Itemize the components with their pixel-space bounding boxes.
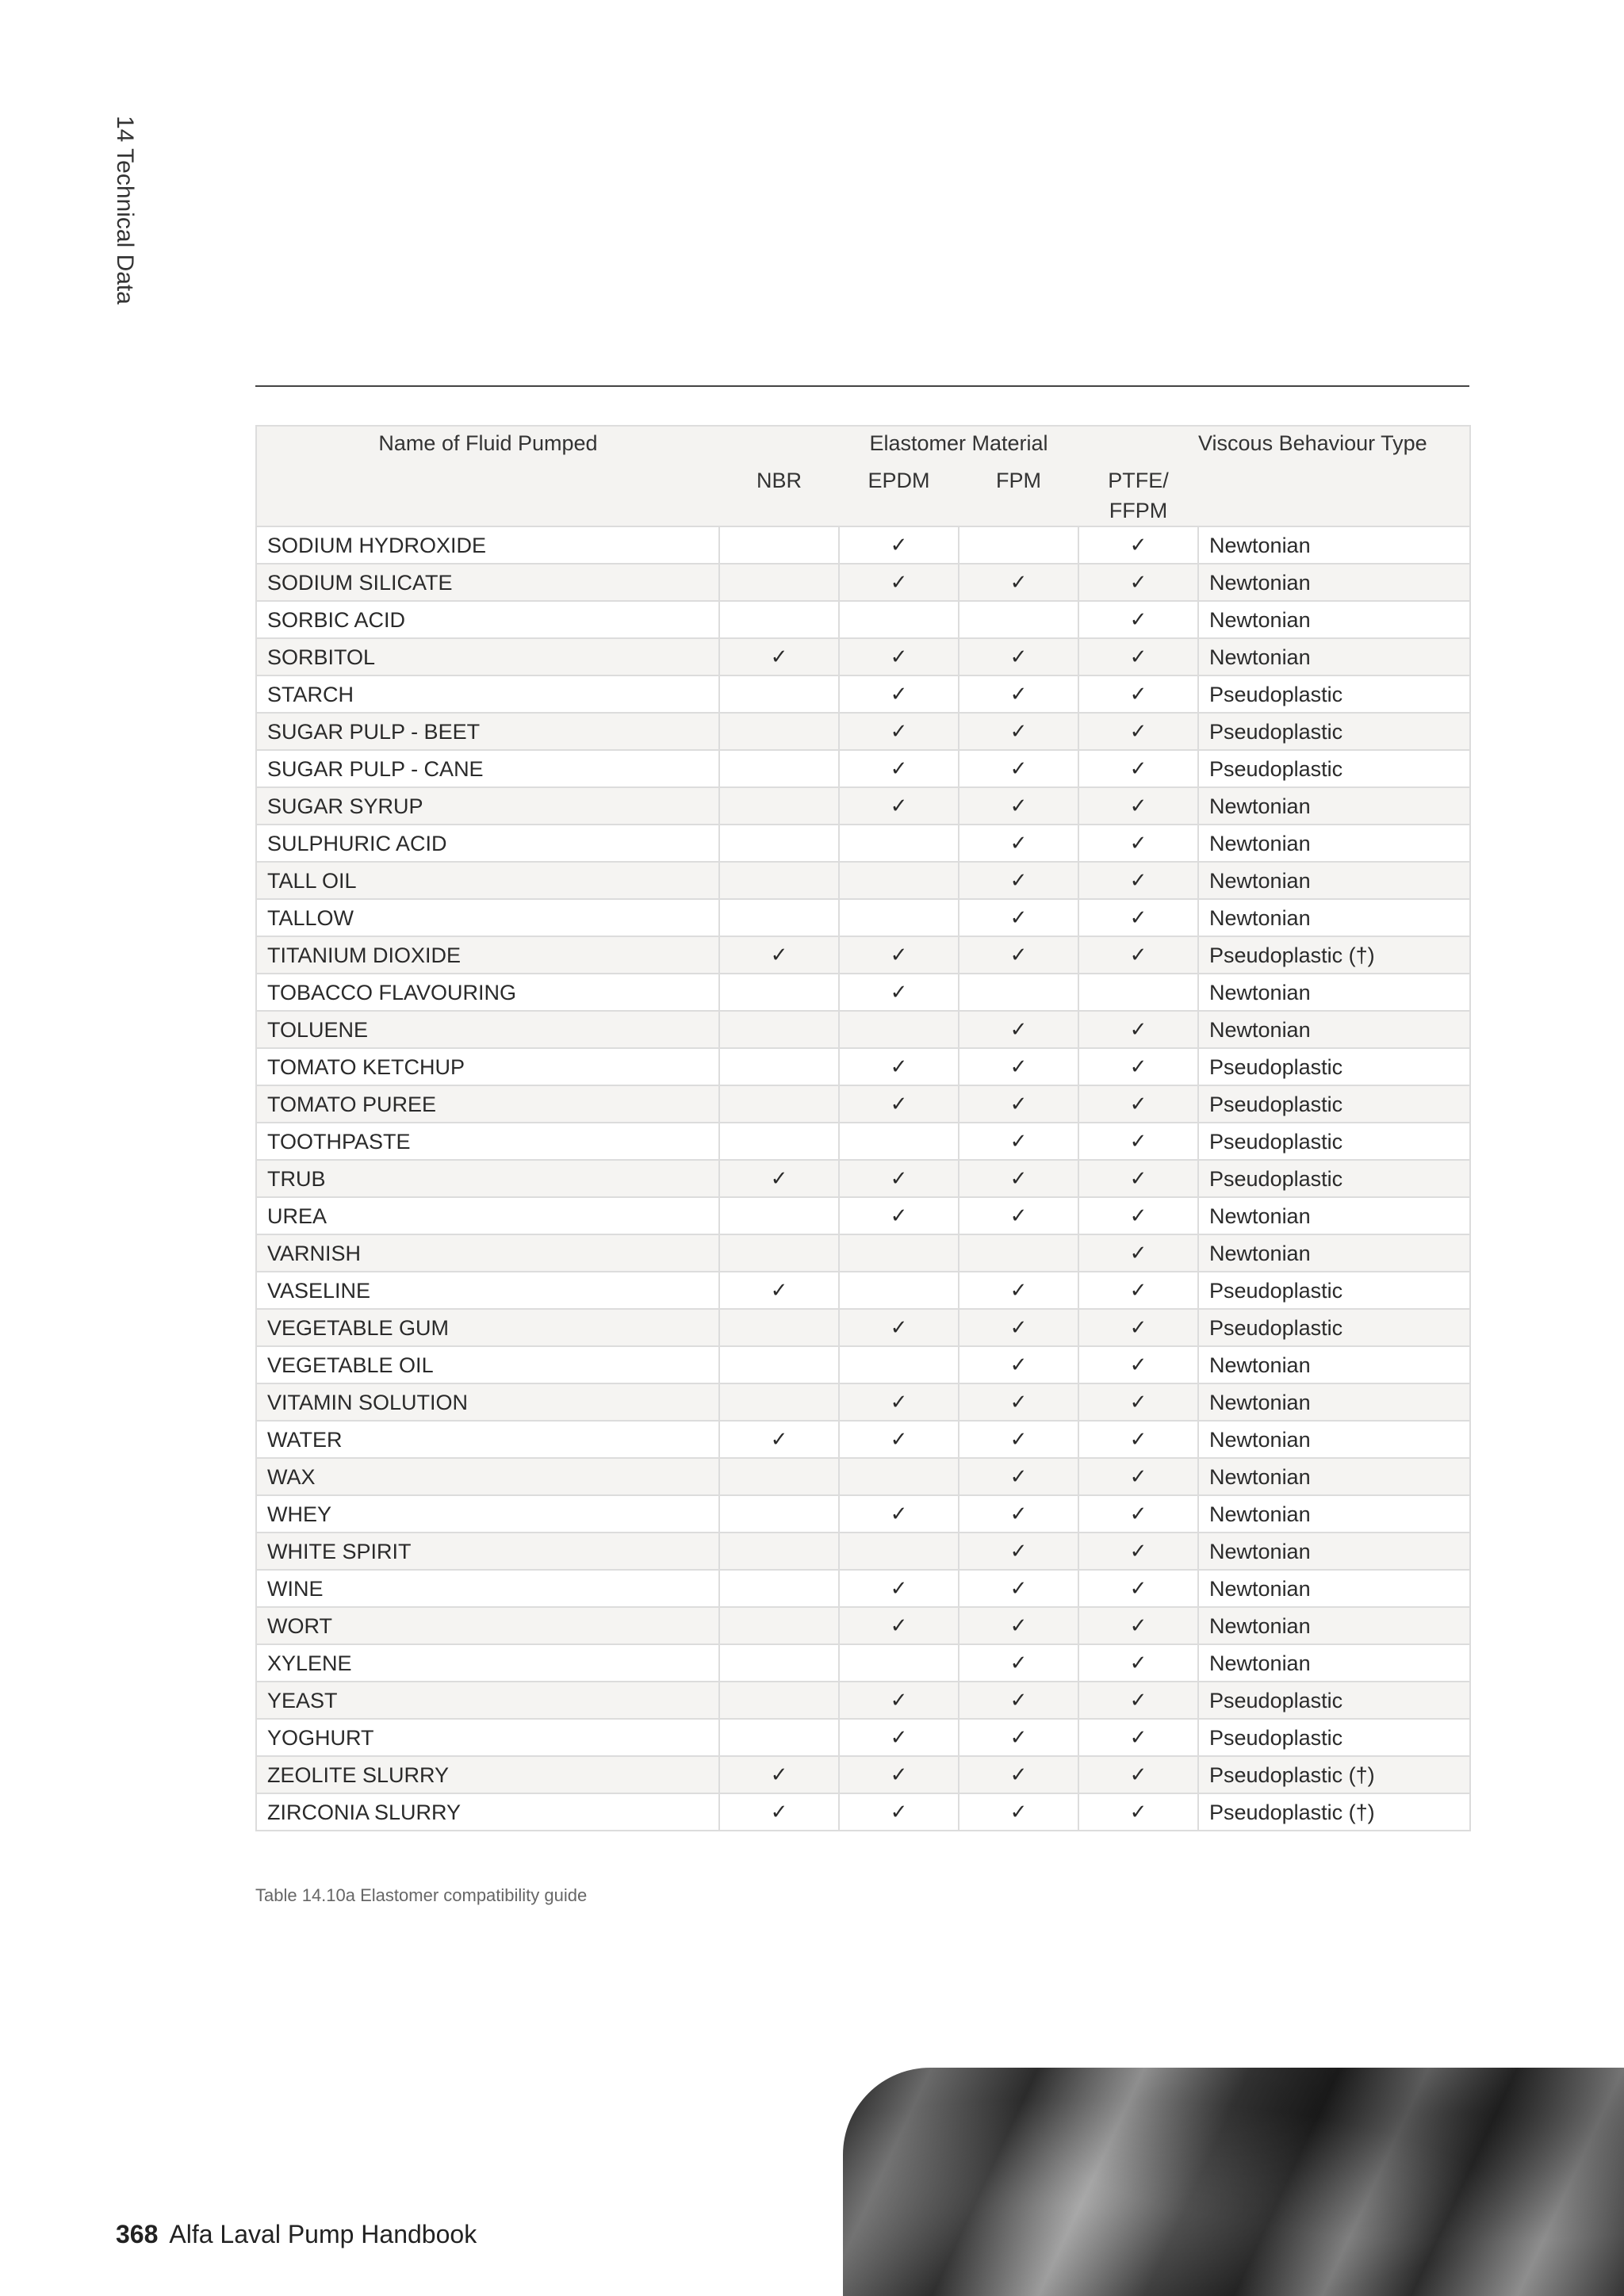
check-icon: ✓: [839, 1085, 959, 1123]
empty-cell: [719, 564, 839, 601]
viscous-type-cell: Pseudoplastic: [1198, 750, 1470, 787]
fluid-name-cell: TOLUENE: [256, 1011, 719, 1048]
empty-cell: [719, 1234, 839, 1272]
check-icon: ✓: [839, 1719, 959, 1756]
viscous-type-cell: Pseudoplastic: [1198, 675, 1470, 713]
viscous-type-cell: Newtonian: [1198, 526, 1470, 564]
table-row: [256, 1644, 1470, 1682]
viscous-type-cell: Pseudoplastic: [1198, 1682, 1470, 1719]
empty-cell: [719, 526, 839, 564]
column-header-nbr: NBR: [719, 461, 839, 526]
table-caption: Table 14.10a Elastomer compatibility guide: [255, 1885, 588, 1905]
empty-cell: [719, 1048, 839, 1085]
table-row: [256, 1570, 1470, 1607]
check-icon: ✓: [959, 1533, 1078, 1570]
table-row: [256, 1607, 1470, 1644]
fluid-name-cell: VASELINE: [256, 1272, 719, 1309]
check-icon: ✓: [839, 1383, 959, 1421]
table-row: [256, 1160, 1470, 1197]
fluid-name-cell: WAX: [256, 1458, 719, 1495]
viscous-type-cell: Newtonian: [1198, 899, 1470, 936]
check-icon: ✓: [839, 1495, 959, 1533]
fluid-name-cell: WATER: [256, 1421, 719, 1458]
check-icon: ✓: [1078, 1197, 1198, 1234]
empty-cell: [719, 750, 839, 787]
check-icon: ✓: [1078, 1533, 1198, 1570]
check-icon: ✓: [839, 1309, 959, 1346]
check-icon: ✓: [1078, 1346, 1198, 1383]
viscous-type-cell: Newtonian: [1198, 974, 1470, 1011]
fluid-name-cell: VEGETABLE GUM: [256, 1309, 719, 1346]
empty-cell: [959, 601, 1078, 638]
fluid-name-cell: ZEOLITE SLURRY: [256, 1756, 719, 1793]
fluid-name-cell: WHEY: [256, 1495, 719, 1533]
check-icon: ✓: [1078, 899, 1198, 936]
fluid-name-cell: VITAMIN SOLUTION: [256, 1383, 719, 1421]
viscous-type-cell: Newtonian: [1198, 862, 1470, 899]
empty-cell: [959, 974, 1078, 1011]
table-row: [256, 1756, 1470, 1793]
table-row: [256, 1682, 1470, 1719]
section-side-header: 14 Technical Data: [112, 116, 138, 304]
table-header: [256, 426, 1470, 526]
empty-cell: [719, 899, 839, 936]
table-row: [256, 1234, 1470, 1272]
empty-cell: [719, 825, 839, 862]
empty-cell: [839, 1011, 959, 1048]
table-row: [256, 1011, 1470, 1048]
empty-cell: [839, 601, 959, 638]
check-icon: ✓: [959, 638, 1078, 675]
table-row: [256, 713, 1470, 750]
check-icon: ✓: [1078, 564, 1198, 601]
elastomer-compatibility-table: [255, 425, 1471, 1831]
empty-cell: [719, 1123, 839, 1160]
check-icon: ✓: [959, 1719, 1078, 1756]
fluid-name-cell: WHITE SPIRIT: [256, 1533, 719, 1570]
check-icon: ✓: [1078, 862, 1198, 899]
viscous-type-cell: Pseudoplastic (†): [1198, 1756, 1470, 1793]
fluid-name-cell: TOMATO KETCHUP: [256, 1048, 719, 1085]
check-icon: ✓: [1078, 1234, 1198, 1272]
check-icon: ✓: [959, 1160, 1078, 1197]
check-icon: ✓: [959, 787, 1078, 825]
check-icon: ✓: [959, 1607, 1078, 1644]
check-icon: ✓: [1078, 1495, 1198, 1533]
check-icon: ✓: [1078, 1644, 1198, 1682]
empty-cell: [719, 1011, 839, 1048]
empty-cell: [719, 1346, 839, 1383]
fluid-name-cell: STARCH: [256, 675, 719, 713]
table-row: [256, 1197, 1470, 1234]
viscous-type-cell: Newtonian: [1198, 638, 1470, 675]
table-row: [256, 601, 1470, 638]
table-row: [256, 825, 1470, 862]
check-icon: ✓: [839, 1048, 959, 1085]
check-icon: ✓: [959, 675, 1078, 713]
check-icon: ✓: [1078, 825, 1198, 862]
viscous-type-cell: Newtonian: [1198, 1011, 1470, 1048]
check-icon: ✓: [959, 862, 1078, 899]
check-icon: ✓: [959, 1458, 1078, 1495]
table-row: [256, 1458, 1470, 1495]
empty-cell: [839, 1346, 959, 1383]
check-icon: ✓: [1078, 1421, 1198, 1458]
check-icon: ✓: [959, 750, 1078, 787]
empty-cell: [719, 601, 839, 638]
table-row: [256, 1495, 1470, 1533]
check-icon: ✓: [839, 1607, 959, 1644]
check-icon: ✓: [959, 1756, 1078, 1793]
empty-cell: [719, 1383, 839, 1421]
empty-cell: [839, 899, 959, 936]
check-icon: ✓: [839, 974, 959, 1011]
empty-cell: [719, 713, 839, 750]
fluid-name-cell: TOOTHPASTE: [256, 1123, 719, 1160]
fluid-name-cell: TOMATO PUREE: [256, 1085, 719, 1123]
table-row: [256, 526, 1470, 564]
check-icon: ✓: [959, 1495, 1078, 1533]
check-icon: ✓: [839, 1793, 959, 1831]
viscous-type-cell: Newtonian: [1198, 825, 1470, 862]
check-icon: ✓: [959, 1421, 1078, 1458]
fluid-name-cell: SODIUM HYDROXIDE: [256, 526, 719, 564]
check-icon: ✓: [839, 1570, 959, 1607]
viscous-type-cell: Newtonian: [1198, 564, 1470, 601]
empty-cell: [719, 1533, 839, 1570]
viscous-type-cell: Newtonian: [1198, 1383, 1470, 1421]
fluid-name-cell: YOGHURT: [256, 1719, 719, 1756]
viscous-type-cell: Pseudoplastic: [1198, 1123, 1470, 1160]
fluid-name-cell: TITANIUM DIOXIDE: [256, 936, 719, 974]
check-icon: ✓: [1078, 1682, 1198, 1719]
empty-cell: [959, 526, 1078, 564]
viscous-type-cell: Newtonian: [1198, 787, 1470, 825]
check-icon: ✓: [959, 1793, 1078, 1831]
fluid-name-cell: SUGAR PULP - CANE: [256, 750, 719, 787]
check-icon: ✓: [1078, 713, 1198, 750]
check-icon: ✓: [959, 1011, 1078, 1048]
check-icon: ✓: [959, 564, 1078, 601]
check-icon: ✓: [1078, 601, 1198, 638]
table-row: [256, 974, 1470, 1011]
empty-cell: [719, 862, 839, 899]
column-header-name: Name of Fluid Pumped: [256, 426, 719, 526]
empty-cell: [839, 1458, 959, 1495]
check-icon: ✓: [839, 713, 959, 750]
check-icon: ✓: [1078, 1160, 1198, 1197]
viscous-type-cell: Newtonian: [1198, 1234, 1470, 1272]
empty-cell: [719, 1644, 839, 1682]
table-row: [256, 787, 1470, 825]
viscous-type-cell: Pseudoplastic: [1198, 1719, 1470, 1756]
check-icon: ✓: [1078, 1048, 1198, 1085]
table-row: [256, 638, 1470, 675]
check-icon: ✓: [1078, 1719, 1198, 1756]
viscous-type-cell: Pseudoplastic: [1198, 1160, 1470, 1197]
viscous-type-cell: Pseudoplastic: [1198, 1309, 1470, 1346]
check-icon: ✓: [959, 899, 1078, 936]
check-icon: ✓: [959, 1644, 1078, 1682]
fluid-name-cell: SORBIC ACID: [256, 601, 719, 638]
viscous-type-cell: Newtonian: [1198, 1644, 1470, 1682]
viscous-type-cell: Pseudoplastic: [1198, 1048, 1470, 1085]
header-rule: [255, 385, 1469, 387]
empty-cell: [839, 1234, 959, 1272]
table-row: [256, 1048, 1470, 1085]
check-icon: ✓: [959, 1570, 1078, 1607]
check-icon: ✓: [839, 564, 959, 601]
table-row: [256, 1793, 1470, 1831]
fluid-name-cell: TOBACCO FLAVOURING: [256, 974, 719, 1011]
check-icon: ✓: [1078, 1570, 1198, 1607]
column-header-ptfe-ffpm: PTFE/ FFPM: [1078, 461, 1198, 526]
viscous-type-cell: Newtonian: [1198, 601, 1470, 638]
empty-cell: [719, 1570, 839, 1607]
fluid-name-cell: SULPHURIC ACID: [256, 825, 719, 862]
check-icon: ✓: [839, 526, 959, 564]
viscous-type-cell: Pseudoplastic: [1198, 1272, 1470, 1309]
check-icon: ✓: [839, 936, 959, 974]
empty-cell: [1078, 974, 1198, 1011]
check-icon: ✓: [959, 1123, 1078, 1160]
fluid-name-cell: WORT: [256, 1607, 719, 1644]
check-icon: ✓: [839, 1197, 959, 1234]
fluid-name-cell: SODIUM SILICATE: [256, 564, 719, 601]
table-row: [256, 1383, 1470, 1421]
fluid-name-cell: SORBITOL: [256, 638, 719, 675]
viscous-type-cell: Pseudoplastic: [1198, 713, 1470, 750]
empty-cell: [719, 1495, 839, 1533]
check-icon: ✓: [1078, 1756, 1198, 1793]
empty-cell: [959, 1234, 1078, 1272]
check-icon: ✓: [839, 638, 959, 675]
empty-cell: [719, 1197, 839, 1234]
check-icon: ✓: [959, 713, 1078, 750]
empty-cell: [719, 1682, 839, 1719]
viscous-type-cell: Newtonian: [1198, 1607, 1470, 1644]
check-icon: ✓: [959, 825, 1078, 862]
viscous-type-cell: Newtonian: [1198, 1421, 1470, 1458]
table-row: [256, 1123, 1470, 1160]
fluid-name-cell: VARNISH: [256, 1234, 719, 1272]
fluid-name-cell: VEGETABLE OIL: [256, 1346, 719, 1383]
table-row: [256, 1421, 1470, 1458]
check-icon: ✓: [839, 750, 959, 787]
viscous-type-cell: Pseudoplastic: [1198, 1085, 1470, 1123]
column-header-elastomer-material: Elastomer Material: [719, 426, 1198, 461]
empty-cell: [719, 675, 839, 713]
table-row: [256, 1309, 1470, 1346]
fluid-name-cell: XYLENE: [256, 1644, 719, 1682]
check-icon: ✓: [959, 1048, 1078, 1085]
table-row: [256, 675, 1470, 713]
check-icon: ✓: [719, 1756, 839, 1793]
check-icon: ✓: [1078, 1607, 1198, 1644]
check-icon: ✓: [839, 787, 959, 825]
check-icon: ✓: [839, 1682, 959, 1719]
check-icon: ✓: [959, 1272, 1078, 1309]
check-icon: ✓: [959, 1197, 1078, 1234]
viscous-type-cell: Newtonian: [1198, 1570, 1470, 1607]
empty-cell: [719, 1309, 839, 1346]
check-icon: ✓: [839, 1160, 959, 1197]
empty-cell: [719, 1719, 839, 1756]
empty-cell: [839, 1533, 959, 1570]
check-icon: ✓: [959, 1346, 1078, 1383]
check-icon: ✓: [959, 1682, 1078, 1719]
check-icon: ✓: [1078, 1123, 1198, 1160]
book-title: Alfa Laval Pump Handbook: [169, 2220, 477, 2248]
check-icon: ✓: [1078, 638, 1198, 675]
viscous-type-cell: Newtonian: [1198, 1458, 1470, 1495]
viscous-type-cell: Pseudoplastic (†): [1198, 936, 1470, 974]
check-icon: ✓: [1078, 787, 1198, 825]
empty-cell: [719, 787, 839, 825]
viscous-type-cell: Newtonian: [1198, 1197, 1470, 1234]
check-icon: ✓: [1078, 1309, 1198, 1346]
table-row: [256, 564, 1470, 601]
table-row: [256, 862, 1470, 899]
viscous-type-cell: Newtonian: [1198, 1495, 1470, 1533]
check-icon: ✓: [959, 1383, 1078, 1421]
empty-cell: [719, 1607, 839, 1644]
empty-cell: [839, 1644, 959, 1682]
column-header-viscous-behaviour: Viscous Behaviour Type: [1198, 426, 1470, 526]
check-icon: ✓: [719, 638, 839, 675]
check-icon: ✓: [1078, 1458, 1198, 1495]
table-row: [256, 899, 1470, 936]
check-icon: ✓: [839, 1756, 959, 1793]
page-number: 368: [116, 2220, 159, 2248]
empty-cell: [839, 825, 959, 862]
check-icon: ✓: [719, 1793, 839, 1831]
empty-cell: [839, 862, 959, 899]
check-icon: ✓: [1078, 1272, 1198, 1309]
check-icon: ✓: [719, 936, 839, 974]
check-icon: ✓: [839, 1421, 959, 1458]
check-icon: ✓: [1078, 1793, 1198, 1831]
check-icon: ✓: [1078, 526, 1198, 564]
column-header-fpm: FPM: [959, 461, 1078, 526]
empty-cell: [719, 1085, 839, 1123]
check-icon: ✓: [839, 675, 959, 713]
table-row: [256, 936, 1470, 974]
check-icon: ✓: [1078, 1383, 1198, 1421]
empty-cell: [719, 1458, 839, 1495]
check-icon: ✓: [719, 1160, 839, 1197]
table-row: [256, 1533, 1470, 1570]
page-footer: [116, 2220, 477, 2249]
check-icon: ✓: [959, 1309, 1078, 1346]
decorative-photo: [843, 2068, 1624, 2296]
table-row: [256, 1085, 1470, 1123]
empty-cell: [719, 974, 839, 1011]
fluid-name-cell: ZIRCONIA SLURRY: [256, 1793, 719, 1831]
table-row: [256, 1719, 1470, 1756]
fluid-name-cell: SUGAR SYRUP: [256, 787, 719, 825]
fluid-name-cell: TALLOW: [256, 899, 719, 936]
check-icon: ✓: [719, 1421, 839, 1458]
column-header-epdm: EPDM: [839, 461, 959, 526]
fluid-name-cell: YEAST: [256, 1682, 719, 1719]
table-row: [256, 750, 1470, 787]
fluid-name-cell: TALL OIL: [256, 862, 719, 899]
table-row: [256, 1272, 1470, 1309]
viscous-type-cell: Pseudoplastic (†): [1198, 1793, 1470, 1831]
fluid-name-cell: UREA: [256, 1197, 719, 1234]
table-row: [256, 1346, 1470, 1383]
check-icon: ✓: [1078, 1085, 1198, 1123]
check-icon: ✓: [719, 1272, 839, 1309]
check-icon: ✓: [1078, 1011, 1198, 1048]
empty-cell: [839, 1123, 959, 1160]
fluid-name-cell: TRUB: [256, 1160, 719, 1197]
check-icon: ✓: [959, 1085, 1078, 1123]
check-icon: ✓: [1078, 936, 1198, 974]
viscous-type-cell: Newtonian: [1198, 1533, 1470, 1570]
check-icon: ✓: [1078, 675, 1198, 713]
check-icon: ✓: [959, 936, 1078, 974]
fluid-name-cell: WINE: [256, 1570, 719, 1607]
fluid-name-cell: SUGAR PULP - BEET: [256, 713, 719, 750]
table-body: [256, 526, 1470, 1831]
empty-cell: [839, 1272, 959, 1309]
check-icon: ✓: [1078, 750, 1198, 787]
viscous-type-cell: Newtonian: [1198, 1346, 1470, 1383]
